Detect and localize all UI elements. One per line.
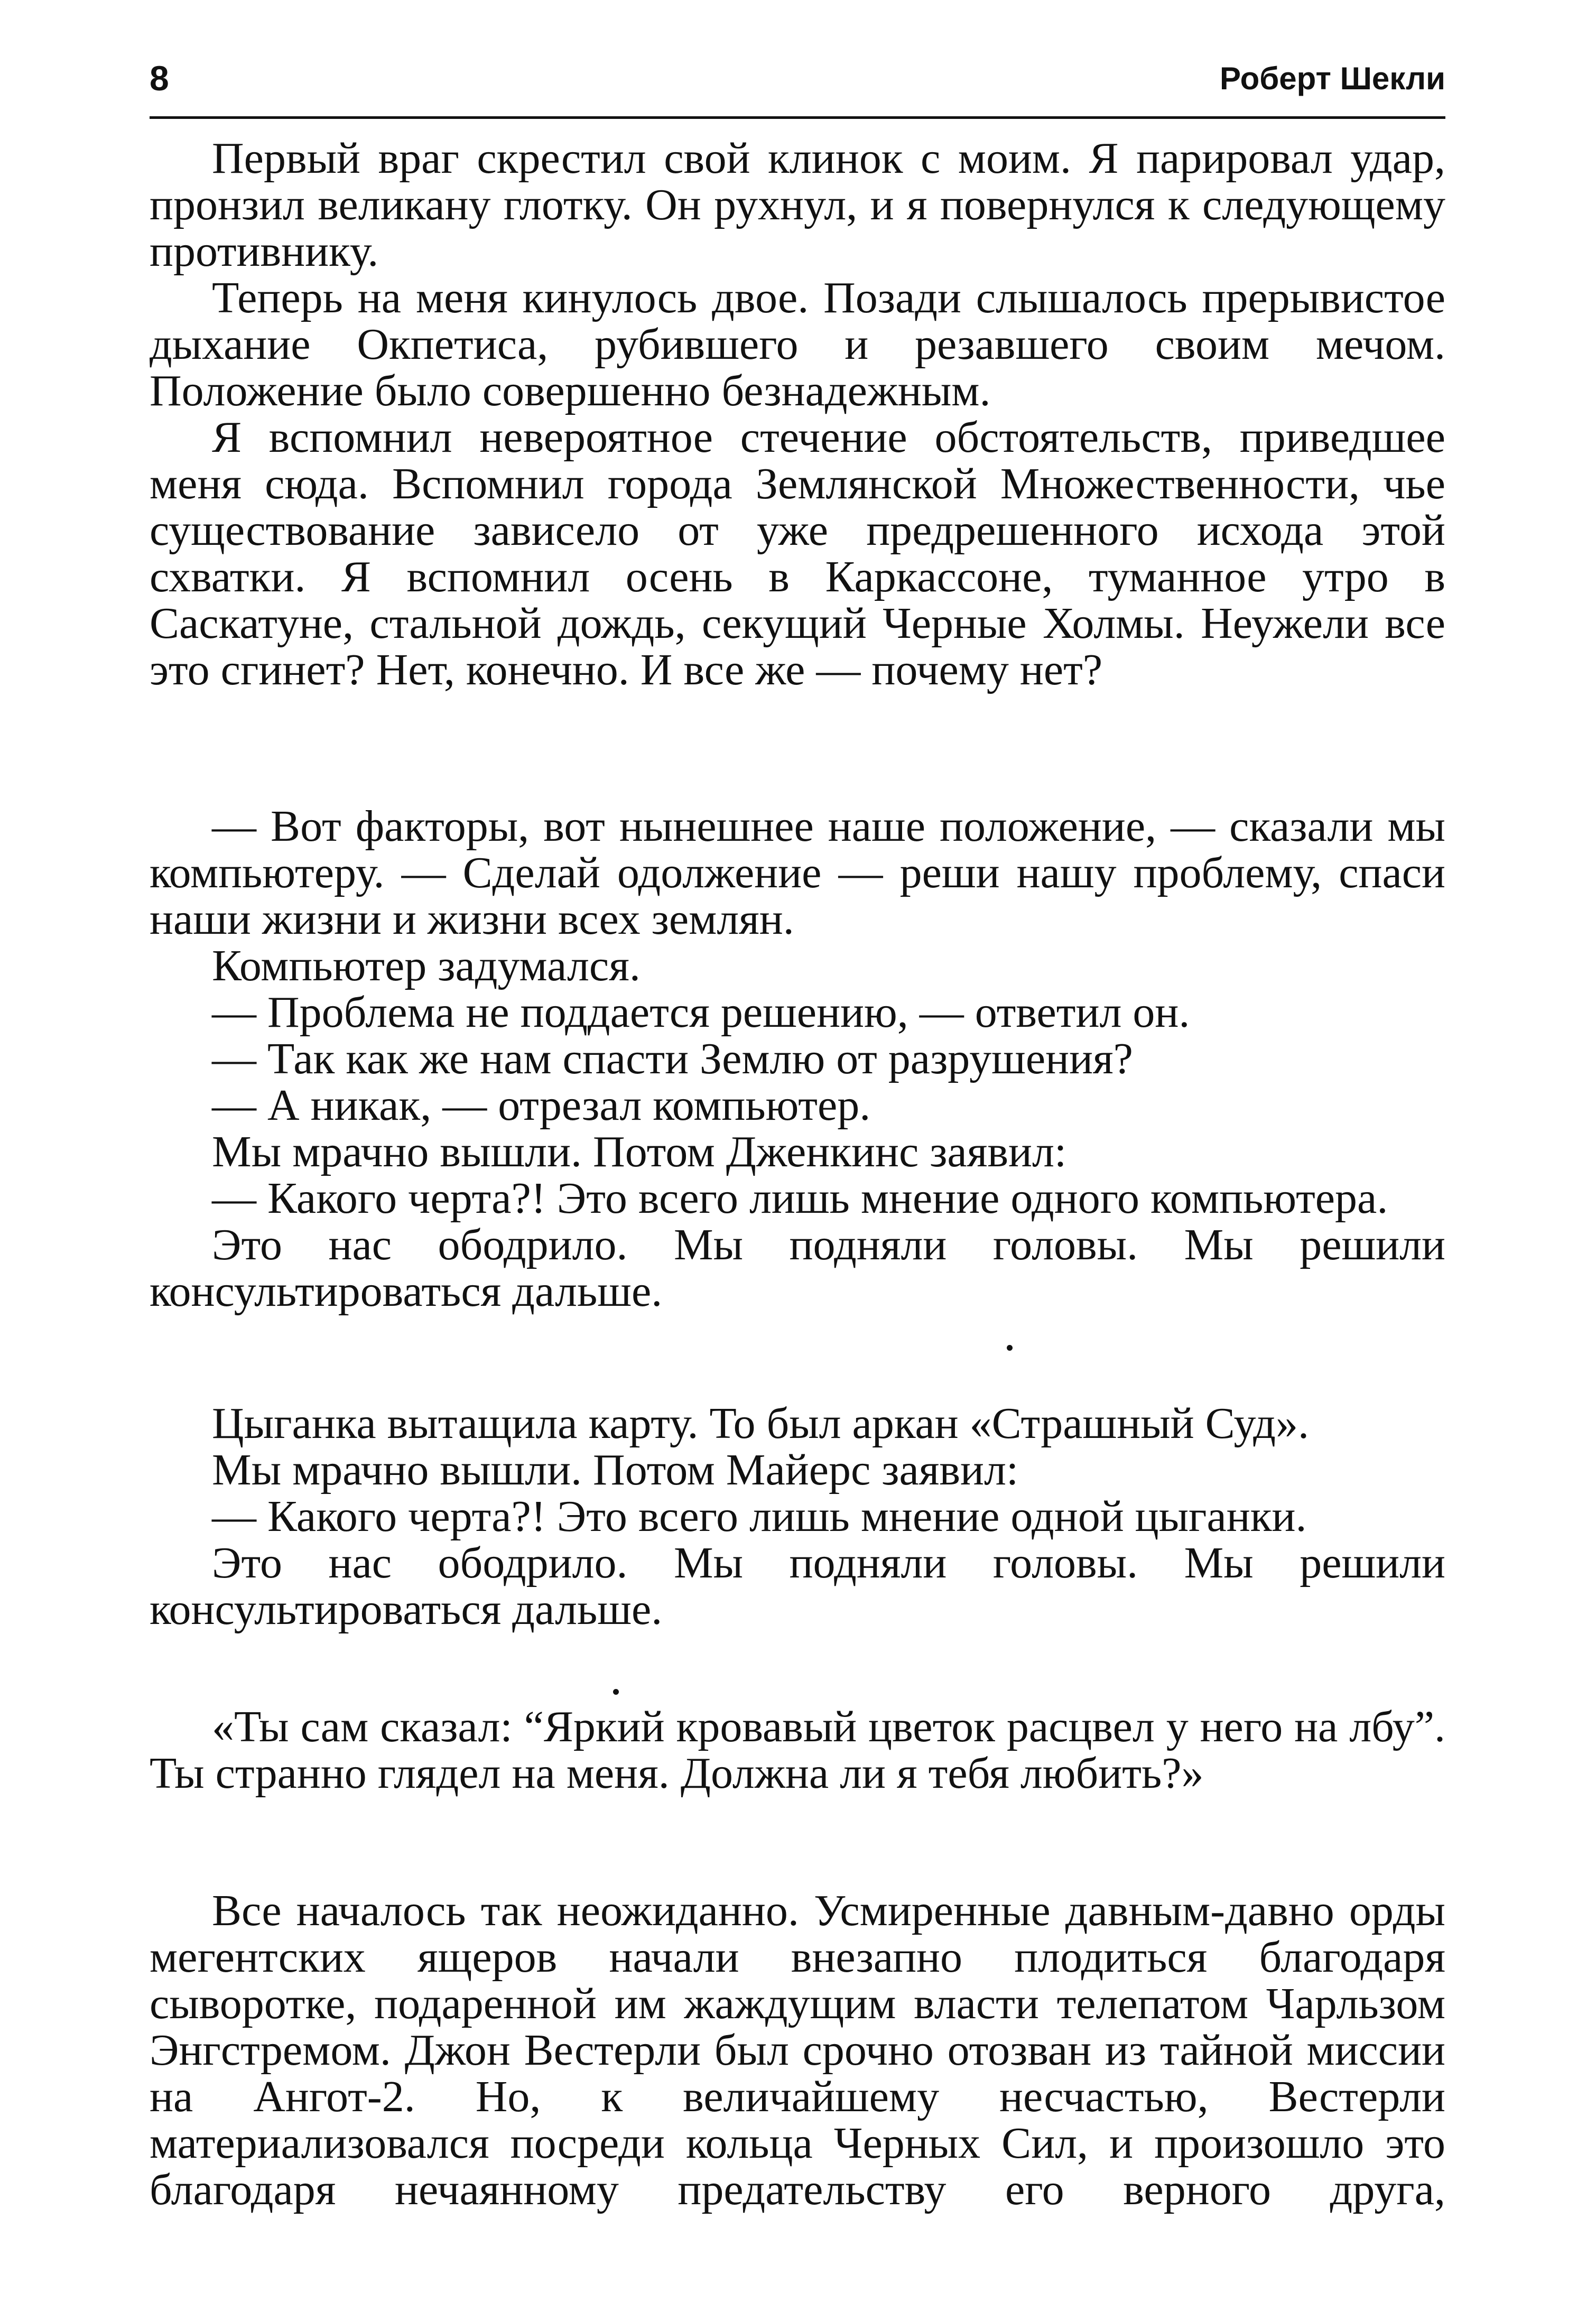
paragraph: Это нас ободрило. Мы подняли головы. Мы решили консультироваться дальше.	[150, 1220, 1445, 1316]
paragraph: — Какого черта?! Это всего лишь мнение одного компьютера.	[212, 1174, 1388, 1223]
paragraph: Цыганка вытащила карту. То был аркан «Страшный Суд».	[212, 1399, 1309, 1448]
page-number: 8	[150, 59, 169, 98]
speck-mark	[1007, 1345, 1013, 1351]
text-section-1	[150, 135, 1445, 693]
paragraph: Мы мрачно вышли. Потом Дженкинс заявил:	[212, 1127, 1067, 1176]
paragraph: «Ты сам сказал: “Яркий кровавый цветок расцвел у него на лбу”. Ты странно глядел на меня. Должна ли я тебя любить?»	[150, 1702, 1445, 1798]
paragraph: — Проблема не поддается решению, — ответил он.	[212, 988, 1190, 1037]
paragraph: Теперь на меня кинулось двое. Позади слышалось прерывистое дыхание Окпетиса, рубившего и резавшего своим мечом. Положение было совершенно безнадежным.	[150, 273, 1445, 415]
paragraph: — Какого черта?! Это всего лишь мнение одной цыганки.	[212, 1492, 1307, 1541]
speck-mark	[613, 1689, 619, 1695]
paragraph: Первый враг скрестил свой клинок с моим. Я парировал удар, пронзил великану глотку. Он рухнул, и я повернулся к следующему противнику.	[150, 134, 1445, 276]
paragraph: Я вспомнил невероятное стечение обстоятельств, приведшее меня сюда. Вспомнил города Землянской Множественности, чье существование зависело от уже предрешенного исхода этой схватки. Я вспомнил осень в Каркассоне, туманное утро в Саскатуне, стальной дождь, секущий Черные Холмы. Неужели все это сгинет? Нет, конечно. И все же — почему нет?	[150, 413, 1445, 694]
text-section-2	[150, 803, 1445, 1315]
paragraph: — А никак, — отрезал компьютер.	[212, 1081, 871, 1130]
text-section-5	[150, 1888, 1445, 2213]
paragraph: Это нас ободрило. Мы подняли головы. Мы решили консультироваться дальше.	[150, 1538, 1445, 1634]
text-section-4	[150, 1704, 1445, 1797]
paragraph: Компьютер задумался.	[212, 941, 641, 990]
paragraph: — Так как же нам спасти Землю от разрушения?	[212, 1034, 1133, 1083]
running-head: Роберт Шекли	[1220, 61, 1445, 96]
paragraph: — Вот факторы, вот нынешнее наше положение, — сказали мы компьютеру. — Сделай одолжение — реши нашу проблему, спаси наши жизни и жизни всех землян.	[150, 802, 1445, 944]
page-header	[150, 53, 1445, 119]
text-section-3	[150, 1400, 1445, 1633]
paragraph: Мы мрачно вышли. Потом Майерс заявил:	[212, 1445, 1019, 1494]
paragraph: Все началось так неожиданно. Усмиренные давным-давно орды мегентских ящеров начали внезапно плодиться благодаря сыворотке, подаренной им жаждущим власти телепатом Чарльзом Энгстремом. Джон Вестерли был срочно отозван из тайной миссии на Ангот-2. Но, к величайшему несчастью, Вестерли материализовался посреди кольца Черных Сил, и произошло это благодаря нечаянному предательству его верного друга,	[150, 1886, 1445, 2214]
